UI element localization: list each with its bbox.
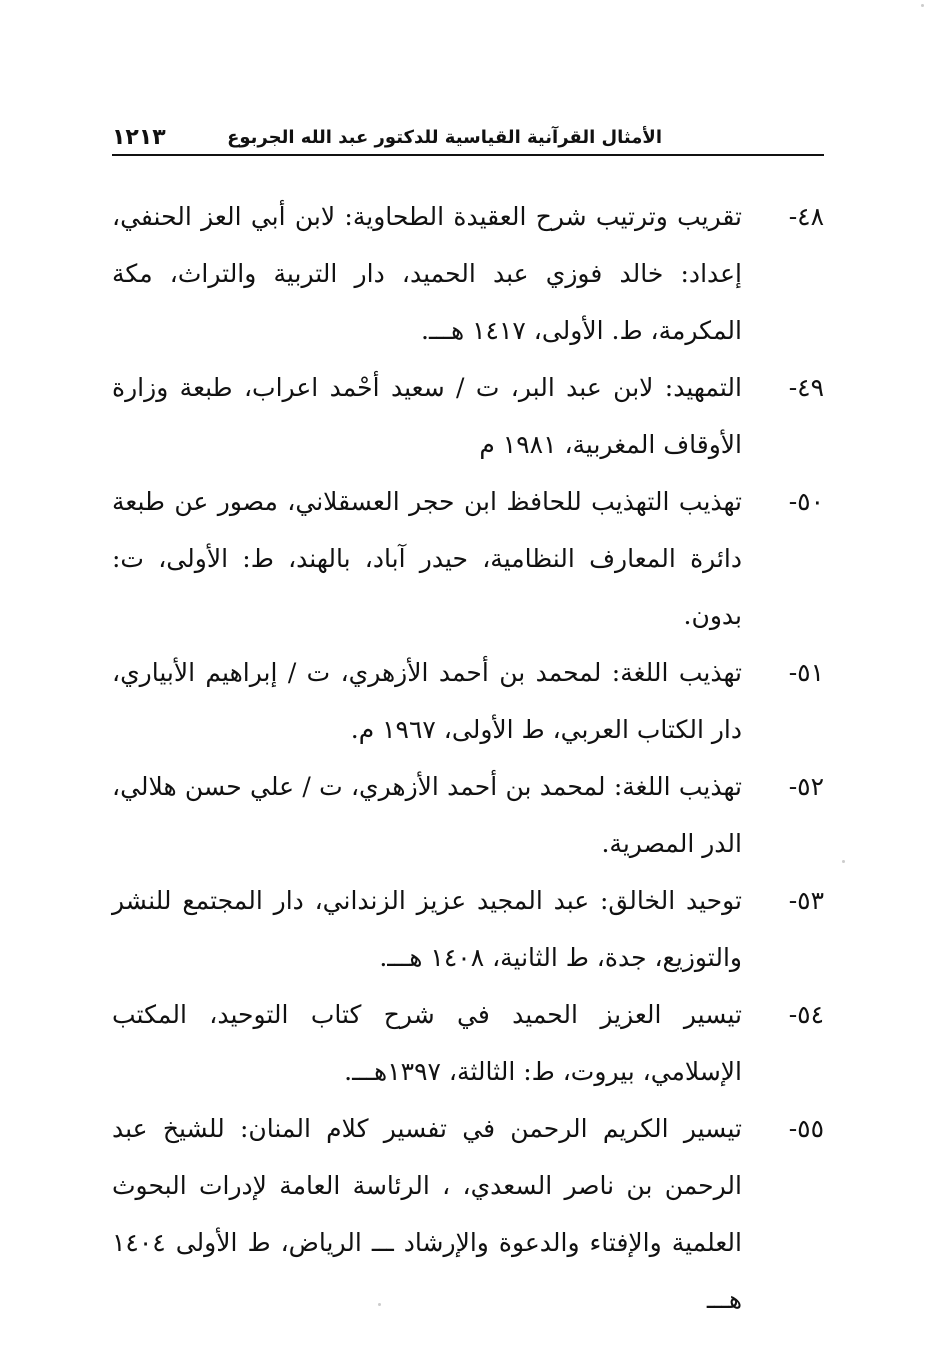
entry-number: ٤٩- xyxy=(788,373,824,402)
entry-text: تهذيب التهذيب للحافظ ابن حجر العسقلاني، مصور عن طبعة دائرة المعارف النظامية، حيدر آباد، بالهند، ط: الأولى، ت: بدون. xyxy=(112,487,742,630)
entry-text: تيسير الكريم الرحمن في تفسير كلام المنان: للشيخ عبد الرحمن بن ناصر السعدي، ، الرئاسة العامة لإدرات البحوث العلمية والإفتاء والدعوة والإرشاد ـــ الرياض، ط الأولى ١٤٠٤ هـــ xyxy=(112,1114,742,1314)
bibliography-entry-49 xyxy=(112,359,824,473)
bibliography-list xyxy=(112,188,824,1328)
entry-text: التمهيد: لابن عبد البر، ت / سعيد أحْمد اعراب، طبعة وزارة الأوقاف المغربية، ١٩٨١ م xyxy=(112,373,742,459)
scan-speck xyxy=(842,860,845,863)
entry-number: ٥١- xyxy=(788,658,824,687)
scan-speck xyxy=(921,4,924,7)
bibliography-entry-48 xyxy=(112,188,824,359)
bibliography-entry-50 xyxy=(112,473,824,644)
entry-number: ٥٢- xyxy=(788,772,824,801)
entry-text: تهذيب اللغة: لمحمد بن أحمد الأزهري، ت / إبراهيم الأبياري، دار الكتاب العربي، ط الأولى، ١٩٦٧ م. xyxy=(112,658,742,744)
bibliography-entry-53 xyxy=(112,872,824,986)
bibliography-entry-52 xyxy=(112,758,824,872)
entry-number: ٥٥- xyxy=(788,1114,824,1143)
entry-number: ٥٣- xyxy=(788,886,824,915)
entry-number: ٥٤- xyxy=(788,1000,824,1029)
bibliography-entry-55 xyxy=(112,1100,824,1328)
entry-text: تيسير العزيز الحميد في شرح كتاب التوحيد، المكتب الإسلامي، بيروت، ط: الثالثة، ١٣٩٧هـــ. xyxy=(112,1000,742,1086)
running-header-title: الأمثال القرآنية القياسية للدكتور عبد الله الجربوع xyxy=(227,126,662,148)
header-rule xyxy=(112,154,824,156)
bibliography-entry-51 xyxy=(112,644,824,758)
entry-text: توحيد الخالق: عبد المجيد عزيز الزنداني، دار المجتمع للنشر والتوزيع، جدة، ط الثانية، ١٤٠٨ هـــ. xyxy=(112,886,742,972)
entry-number: ٤٨- xyxy=(788,202,824,231)
entry-number: ٥٠- xyxy=(788,487,824,516)
entry-text: تقريب وترتيب شرح العقيدة الطحاوية: لابن أبي العز الحنفي، إعداد: خالد فوزي عبد الحميد، دار التربية والتراث، مكة المكرمة، ط. الأولى، ١٤١٧ هـــ. xyxy=(112,202,742,345)
scan-speck xyxy=(378,1303,381,1306)
bibliography-entry-54 xyxy=(112,986,824,1100)
entry-text: تهذيب اللغة: لمحمد بن أحمد الأزهري، ت / علي حسن هلالي، الدر المصرية. xyxy=(112,772,742,858)
running-header xyxy=(112,120,824,154)
page-number: ١٢١٣ xyxy=(112,124,166,150)
